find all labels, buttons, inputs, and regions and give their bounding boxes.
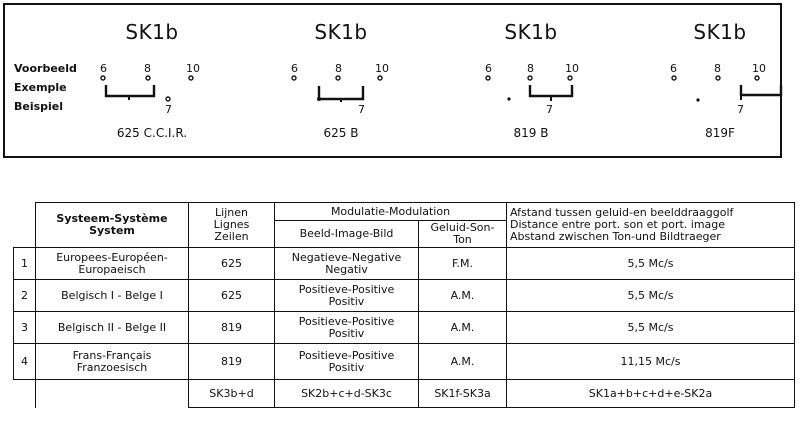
system-name bbox=[36, 344, 189, 380]
panel-caption: 625 B bbox=[323, 126, 359, 140]
carrier-distance: 5,5 Mc/s bbox=[507, 280, 795, 312]
table-row bbox=[14, 280, 795, 312]
contact-6-label: 6 bbox=[100, 62, 107, 75]
contact-6-label: 6 bbox=[291, 62, 298, 75]
contact-10-label: 10 bbox=[186, 62, 200, 75]
panel-title: SK1b bbox=[125, 20, 179, 44]
system-name bbox=[36, 312, 189, 344]
panel-caption: 819F bbox=[705, 126, 735, 140]
tv-systems-table bbox=[13, 202, 795, 408]
header-system-line-1: Systeem-Système bbox=[56, 212, 168, 225]
carrier-distance: 5,5 Mc/s bbox=[507, 248, 795, 280]
header-modulation: Modulatie-Modulation bbox=[275, 203, 507, 221]
table-row bbox=[14, 248, 795, 280]
switch-diagram bbox=[630, 55, 800, 125]
image-modulation-line-2: Negativ bbox=[325, 262, 368, 276]
contact-7-label: 7 bbox=[358, 103, 365, 116]
sound-modulation: A.M. bbox=[419, 344, 507, 380]
header-sound-line-1: Geluid-Son- bbox=[430, 221, 495, 234]
switch-diagram bbox=[62, 55, 242, 125]
switch-panel-2 bbox=[251, 5, 431, 155]
footer-blank-system bbox=[36, 380, 189, 408]
contact-8-label: 8 bbox=[527, 62, 534, 75]
header-distance-line-2: Distance entre port. son et port. image bbox=[510, 218, 726, 231]
header-sound-line-2: Ton bbox=[453, 233, 472, 246]
switch-reference-row bbox=[14, 380, 795, 408]
image-modulation bbox=[275, 280, 419, 312]
footer-image-switch: SK2b+c+d-SK3c bbox=[275, 380, 419, 408]
header-row-1 bbox=[14, 203, 795, 221]
contact-8-label: 8 bbox=[714, 62, 721, 75]
contact-10-label: 10 bbox=[752, 62, 766, 75]
contact-8-label: 8 bbox=[335, 62, 342, 75]
label-exemple: Exemple bbox=[14, 81, 67, 94]
lines-value: 819 bbox=[189, 344, 275, 380]
header-distance-line-1: Afstand tussen geluid-en beelddraaggolf bbox=[510, 206, 734, 219]
contact-10-label: 10 bbox=[565, 62, 579, 75]
lines-value: 819 bbox=[189, 312, 275, 344]
image-modulation bbox=[275, 312, 419, 344]
image-modulation-line-1: Positieve-Positive bbox=[298, 282, 395, 296]
header-lines bbox=[189, 203, 275, 248]
image-modulation-line-2: Positiv bbox=[328, 360, 365, 374]
header-lines-line-1: Lijnen bbox=[215, 206, 248, 219]
system-name-line-1: Frans-Français bbox=[72, 348, 152, 362]
header-lines-line-2: Lignes bbox=[213, 218, 250, 231]
panel-caption: 625 C.C.I.R. bbox=[116, 126, 188, 140]
panel-title: SK1b bbox=[504, 20, 558, 44]
row-number: 4 bbox=[14, 344, 36, 380]
footer-blank bbox=[14, 380, 36, 408]
contact-7-label: 7 bbox=[165, 103, 172, 116]
system-name-line-2: Europaeisch bbox=[78, 262, 146, 276]
image-modulation bbox=[275, 344, 419, 380]
header-lines-line-3: Zeilen bbox=[214, 230, 249, 243]
system-name-line-2: Franzoesisch bbox=[76, 360, 148, 374]
contact-7-label: 7 bbox=[737, 103, 744, 116]
system-name bbox=[36, 248, 189, 280]
row-number: 3 bbox=[14, 312, 36, 344]
system-name-line-1: Belgisch II - Belge II bbox=[57, 320, 167, 334]
contact-8-label: 8 bbox=[144, 62, 151, 75]
header-distance bbox=[507, 203, 795, 248]
system-name-line-1: Belgisch I - Belge I bbox=[61, 288, 163, 302]
lines-value: 625 bbox=[189, 248, 275, 280]
carrier-distance: 5,5 Mc/s bbox=[507, 312, 795, 344]
system-name bbox=[36, 280, 189, 312]
row-number: 1 bbox=[14, 248, 36, 280]
sound-modulation: F.M. bbox=[419, 248, 507, 280]
header-system bbox=[36, 203, 189, 248]
image-modulation-line-1: Positieve-Positive bbox=[298, 348, 395, 362]
panel-title: SK1b bbox=[314, 20, 368, 44]
contact-6-label: 6 bbox=[670, 62, 677, 75]
header-image: Beeld-Image-Bild bbox=[275, 221, 419, 248]
header-distance-line-3: Abstand zwischen Ton-und Bildtraeger bbox=[510, 230, 721, 243]
switch-panel-1 bbox=[62, 5, 242, 155]
switch-settings-box bbox=[3, 3, 782, 158]
contact-7-label: 7 bbox=[546, 103, 553, 116]
panel-caption: 819 B bbox=[513, 126, 549, 140]
contact-10-label: 10 bbox=[375, 62, 389, 75]
image-modulation-line-2: Positiv bbox=[328, 294, 365, 308]
switch-panel-3 bbox=[441, 5, 621, 155]
lines-value: 625 bbox=[189, 280, 275, 312]
footer-sound-switch: SK1f-SK3a bbox=[419, 380, 507, 408]
sound-modulation: A.M. bbox=[419, 312, 507, 344]
panel-title: SK1b bbox=[693, 20, 747, 44]
image-modulation-line-1: Negatieve-Negative bbox=[291, 250, 402, 264]
header-sound bbox=[419, 221, 507, 248]
row-number: 2 bbox=[14, 280, 36, 312]
header-corner bbox=[14, 203, 36, 248]
image-modulation bbox=[275, 248, 419, 280]
switch-diagram bbox=[441, 55, 621, 125]
footer-distance-switch: SK1a+b+c+d+e-SK2a bbox=[507, 380, 795, 408]
switch-panel-4 bbox=[630, 5, 800, 155]
table-row bbox=[14, 344, 795, 380]
image-modulation-line-1: Positieve-Positive bbox=[298, 314, 395, 328]
table-row bbox=[14, 312, 795, 344]
sound-modulation: A.M. bbox=[419, 280, 507, 312]
carrier-distance: 11,15 Mc/s bbox=[507, 344, 795, 380]
header-system-line-2: System bbox=[89, 224, 135, 237]
label-voorbeeld: Voorbeeld bbox=[14, 62, 77, 75]
contact-6-label: 6 bbox=[485, 62, 492, 75]
label-beispiel: Beispiel bbox=[14, 100, 64, 113]
system-name-line-1: Europees-Européen- bbox=[56, 250, 168, 264]
footer-lines-switch: SK3b+d bbox=[189, 380, 275, 408]
image-modulation-line-2: Positiv bbox=[328, 326, 365, 340]
switch-diagram bbox=[251, 55, 431, 125]
